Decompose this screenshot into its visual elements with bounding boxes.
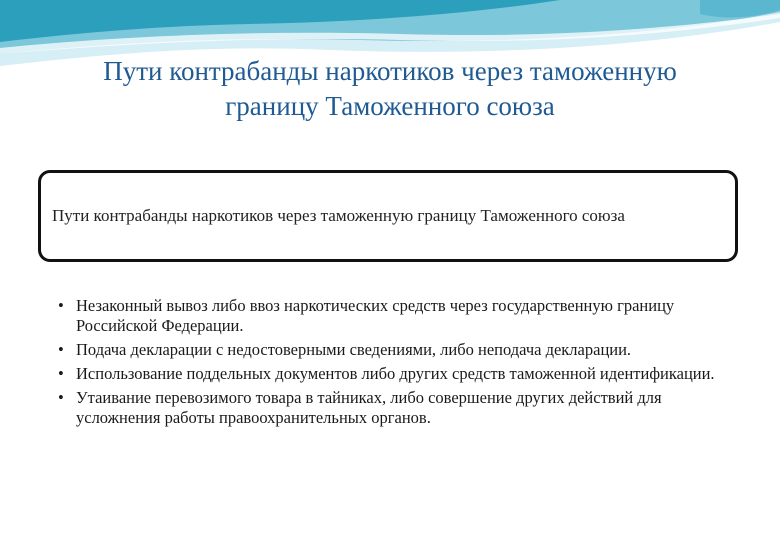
bullet-marker: • [58, 388, 64, 407]
list-item-text: Незаконный вывоз либо ввоз наркотических средств через государственную границу Российской Федерации. [76, 296, 675, 335]
slide-title [0, 54, 780, 124]
bullet-marker: • [58, 296, 64, 315]
list-item [56, 340, 736, 360]
list-item-text: Подача декларации с недостоверными сведениями, либо неподача декларации. [76, 340, 632, 359]
list-item [56, 296, 736, 336]
list-item [56, 364, 736, 384]
bullet-marker: • [58, 364, 64, 383]
slide-title-line-2: границу Таможенного союза [225, 91, 555, 121]
heading-box [38, 170, 738, 262]
heading-box-text: Пути контрабанды наркотиков через таможенную границу Таможенного союза [52, 206, 625, 225]
list-item-text: Утаивание перевозимого товара в тайниках, либо совершение других действий для усложнения работы правоохранительных органов. [76, 388, 662, 427]
list-item-text: Использование поддельных документов либо других средств таможенной идентификации. [76, 364, 715, 383]
list-item [56, 388, 736, 428]
bullet-list [56, 296, 736, 432]
bullet-marker: • [58, 340, 64, 359]
slide-title-line-1: Пути контрабанды наркотиков через таможенную [103, 56, 677, 86]
